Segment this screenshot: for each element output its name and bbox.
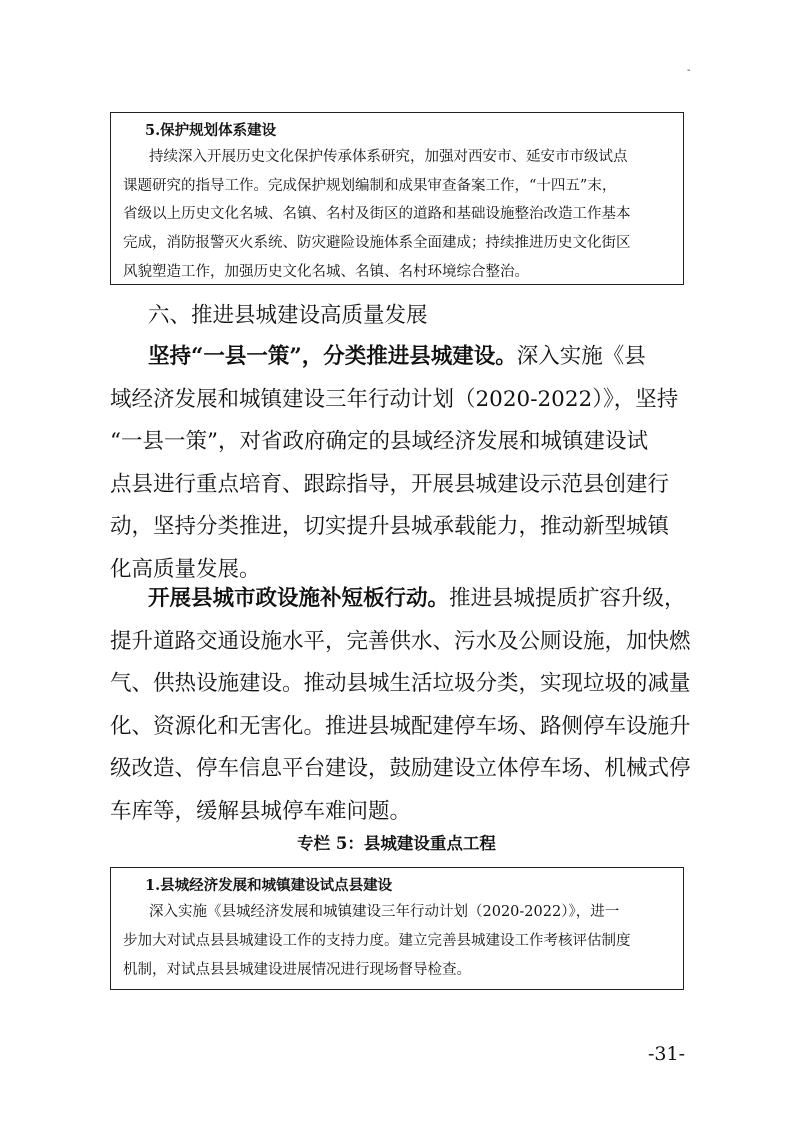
paragraph-line [110, 336, 700, 379]
planning-system-box [110, 112, 684, 285]
box-line: 省级以上历史文化名城、名镇、名村及街区的道路和基础设施整治改造工作基本 [123, 206, 631, 223]
box-title: 5.保护规划体系建设 [145, 122, 277, 139]
section-heading: 六、推进县城建设高质量发展 [148, 303, 428, 328]
paragraph-line: 提升道路交通设施水平，完善供水、污水及公厕设施，加快燃 [110, 628, 691, 654]
paragraph-line: 点县进行重点培育、跟踪指导，开展县城建设示范县创建行 [110, 471, 670, 497]
pilot-county-box [110, 867, 684, 990]
paragraph-line: 气、供热设施建设。推动县城生活垃圾分类，实现垃圾的减量 [110, 671, 691, 696]
bold-lead: 开展县城市政设施补短板行动。 [148, 586, 450, 611]
box-line: 深入实施《县城经济发展和城镇建设三年行动计划（2020-2022）》，进一 [149, 904, 620, 920]
top-mark: - [687, 65, 691, 76]
box-line: 完成，消防报警灭火系统、防灾避险设施体系全面建成；持续推进历史文化街区 [123, 235, 631, 252]
paragraph-line: 化、资源化和无害化。推进县城配建停车场、路侧停车设施升 [110, 713, 691, 739]
paragraph-text: 推进县城提质扩容升级， [449, 586, 686, 611]
paragraph-text: 深入实施《县 [516, 344, 646, 369]
box-line: 持续深入开展历史文化保护传承体系研究，加强对西安市、延安市市级试点 [149, 149, 628, 165]
box-line: 风貌塑造工作，加强历史文化名城、名镇、名村环境综合整治。 [123, 263, 529, 280]
box-line: 步加大对试点县县城建设工作的支持力度。建立完善县城建设工作考核评估制度 [123, 933, 631, 949]
paragraph-one-county-one-policy [110, 336, 700, 591]
paragraph-line: “一县一策”，对省政府确定的县域经济发展和城镇建设试 [110, 429, 648, 454]
box-line: 课题研究的指导工作。完成保护规划编制和成果审查备案工作，“十四五”末， [123, 177, 617, 194]
paragraph-line: 车库等，缓解县城停车难问题。 [110, 798, 412, 824]
paragraph-municipal-facilities [110, 578, 700, 833]
paragraph-line: 化高质量发展。 [110, 556, 261, 582]
paragraph-line: 动，坚持分类推进，切实提升县城承载能力，推动新型城镇 [110, 514, 670, 539]
bold-lead: 坚持“一县一策”，分类推进县城建设。 [148, 344, 517, 369]
paragraph-line [110, 578, 700, 621]
page-number: -31- [648, 1043, 686, 1065]
box-title: 1.县城经济发展和城镇建设试点县建设 [145, 877, 393, 894]
paragraph-line: 级改造、停车信息平台建设，鼓励建设立体停车场、机械式停 [110, 756, 691, 781]
paragraph-line: 域经济发展和城镇建设三年行动计划（2020-2022）》，坚持 [110, 386, 679, 412]
column-title: 专栏 5：县城建设重点工程 [297, 834, 496, 853]
box-line: 机制，对试点县县城建设进展情况进行现场督导检查。 [123, 962, 471, 978]
